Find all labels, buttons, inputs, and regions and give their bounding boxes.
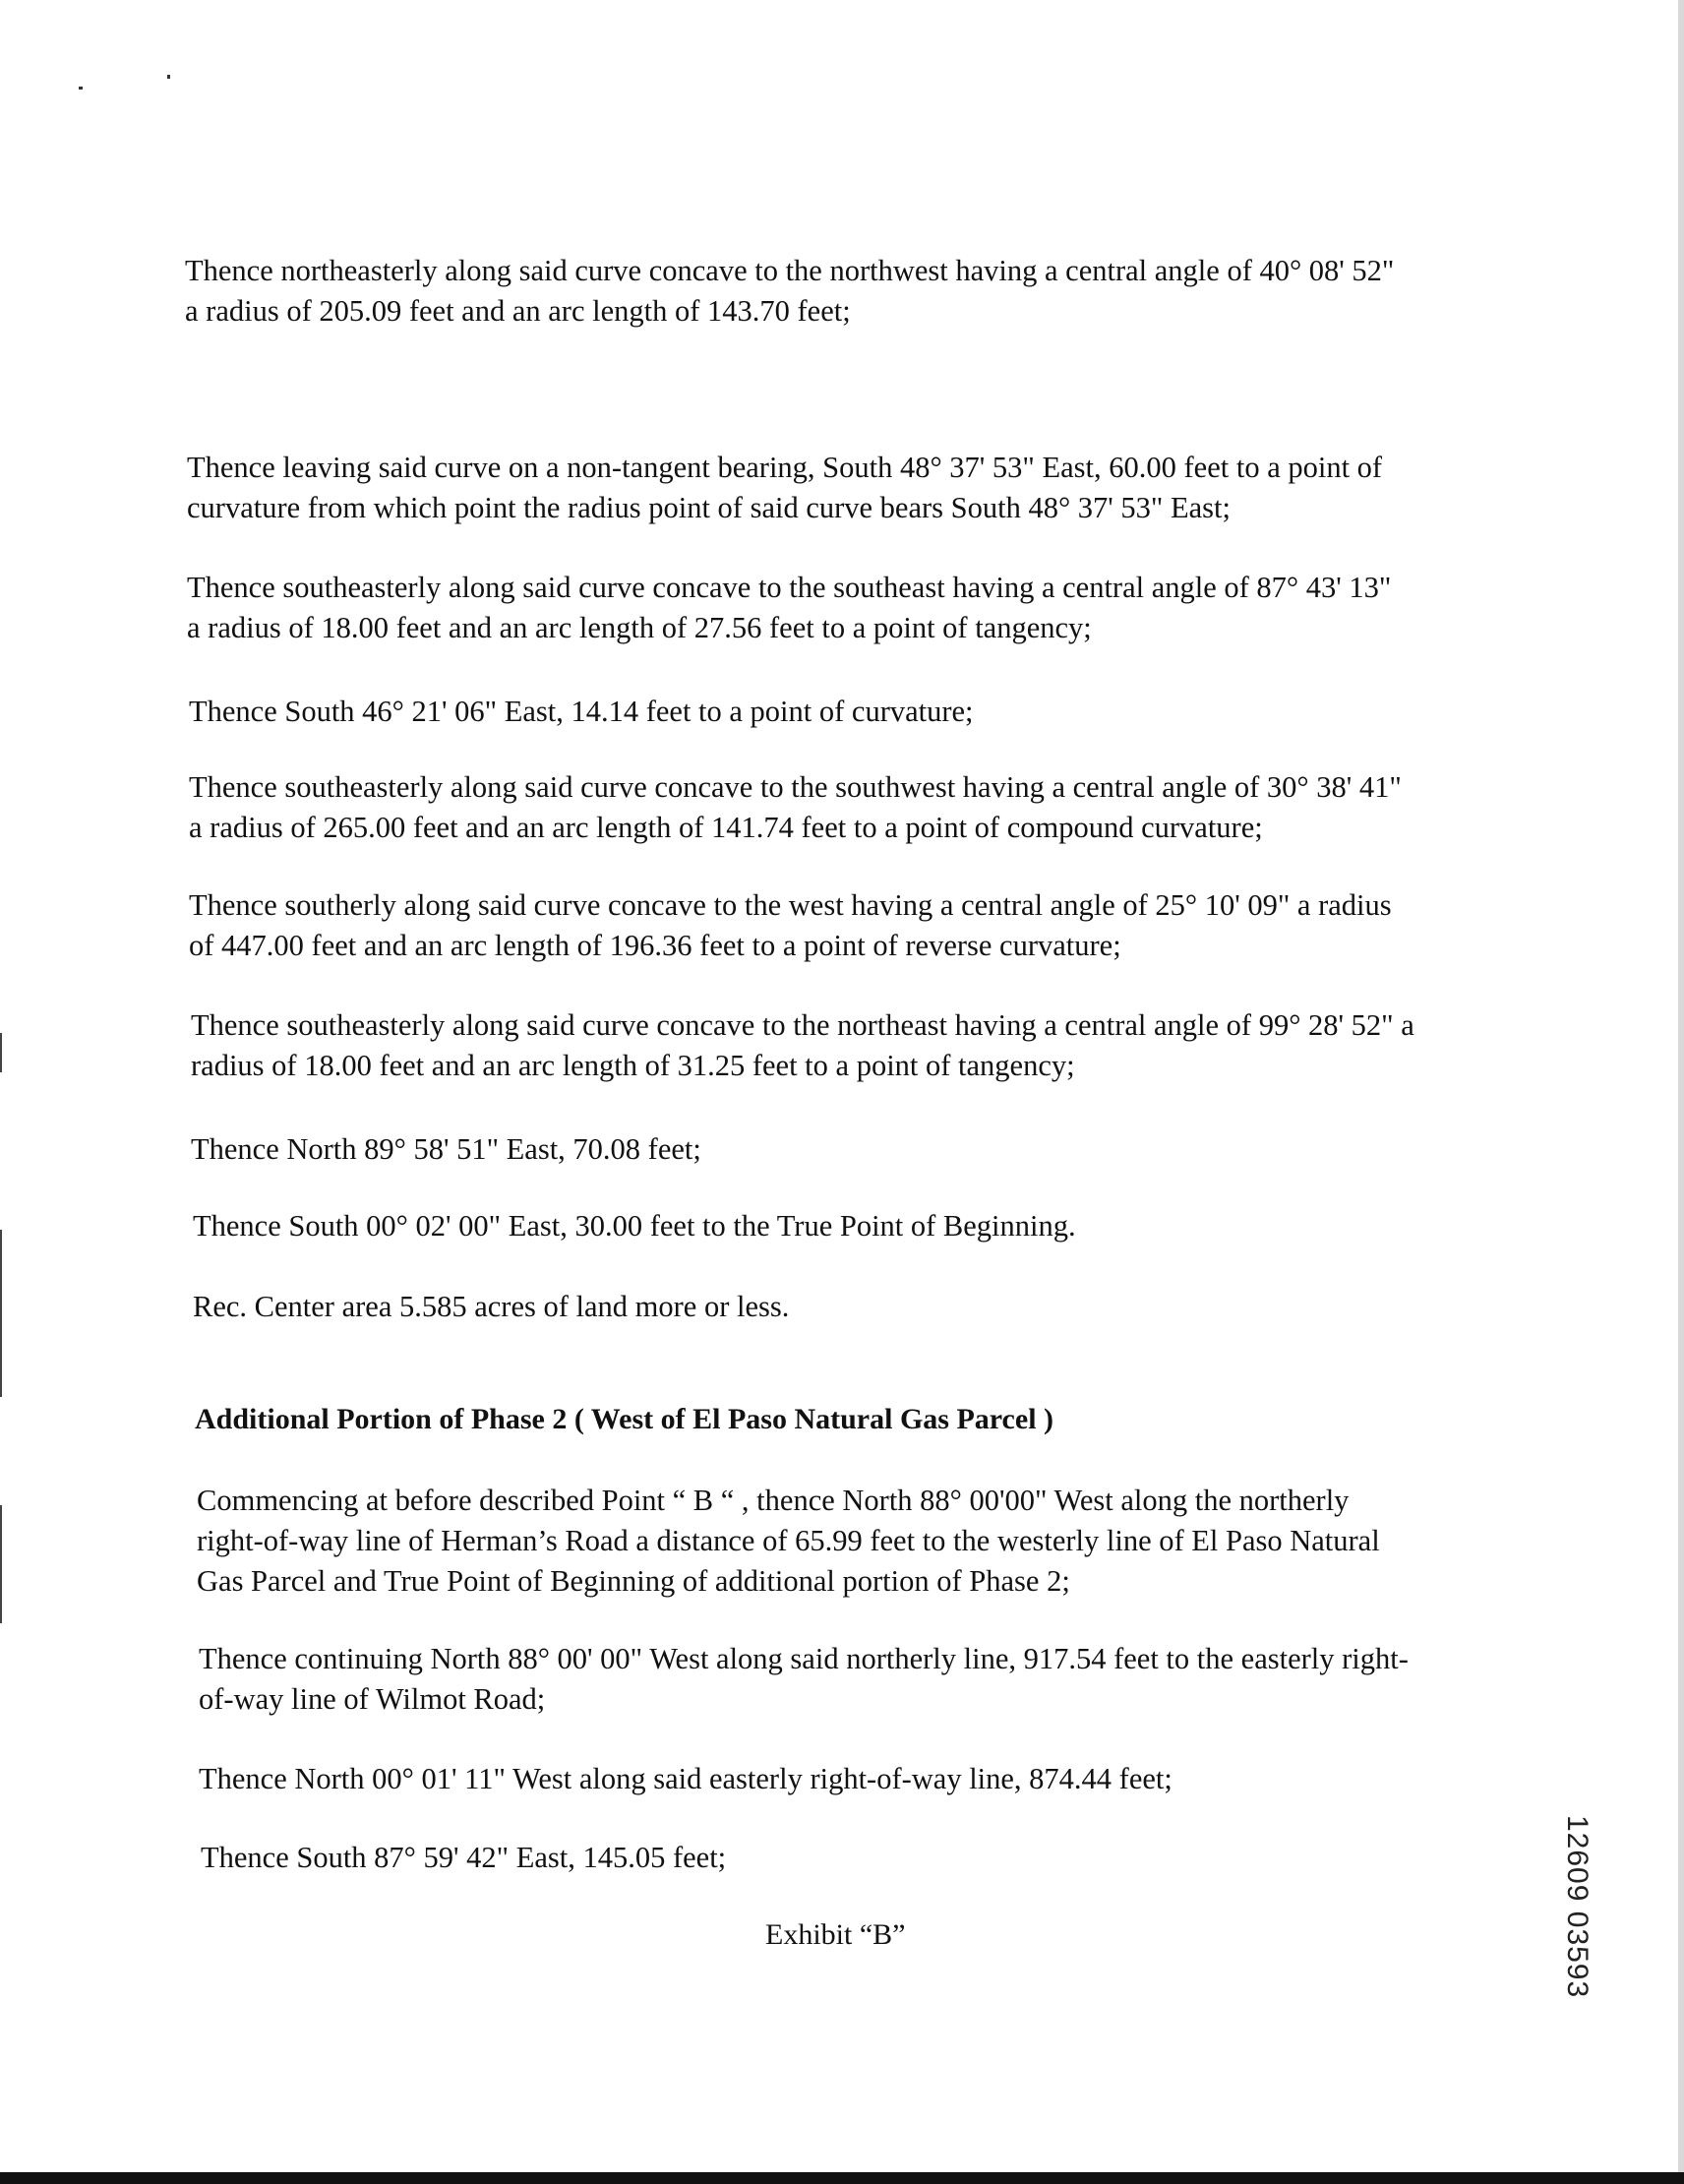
paragraph: [189, 885, 1392, 966]
paragraph-line: Thence northeasterly along said curve concave to the northwest having a central angle of 40° 08' 52": [185, 254, 1395, 287]
paragraph-line: curvature from which point the radius point of said curve bears South 48° 37' 53" East;: [187, 491, 1231, 524]
paragraph: [197, 1481, 1380, 1602]
paragraph: [193, 1206, 1076, 1246]
exhibit-label: Exhibit “B”: [765, 1918, 906, 1951]
section-heading: Additional Portion of Phase 2 ( West of El Paso Natural Gas Parcel ): [195, 1403, 1054, 1435]
paragraph: [187, 448, 1382, 528]
paragraph: [191, 1005, 1414, 1086]
paragraph-line: of 447.00 feet and an arc length of 196.36 feet to a point of reverse curvature;: [189, 929, 1121, 962]
paragraph-line: Thence leaving said curve on a non-tangent bearing, South 48° 37' 53" East, 60.00 feet to a point of: [187, 451, 1383, 484]
paragraph-line: radius of 18.00 feet and an arc length of 31.25 feet to a point of tangency;: [191, 1049, 1075, 1082]
paragraph: [189, 692, 974, 732]
paragraph-line: a radius of 18.00 feet and an arc length of 27.56 feet to a point of tangency;: [187, 611, 1092, 644]
paragraph-line: right-of-way line of Herman’s Road a distance of 65.99 feet to the westerly line of El Paso Natural: [197, 1524, 1380, 1557]
paragraph-line: Gas Parcel and True Point of Beginning of additional portion of Phase 2;: [197, 1564, 1070, 1598]
paragraph-line: Thence southerly along said curve concave to the west having a central angle of 25° 10' 09" a radius: [189, 888, 1392, 922]
paragraph-line: Thence South 00° 02' 00" East, 30.00 feet to the True Point of Beginning.: [193, 1209, 1076, 1243]
paragraph: [199, 1759, 1173, 1799]
paragraph: [193, 1287, 789, 1327]
scan-edge-right: [1678, 0, 1684, 2184]
scan-edge-left: [0, 1033, 2, 1072]
scan-edge-left: [0, 1505, 2, 1623]
scan-edge-bottom: [0, 2172, 1684, 2184]
paragraph-line: Commencing at before described Point “ B “ , thence North 88° 00'00" West along the northerly: [197, 1484, 1350, 1517]
paragraph: [187, 568, 1391, 648]
paragraph-line: a radius of 205.09 feet and an arc length of 143.70 feet;: [185, 294, 851, 328]
paragraph-line: Thence southeasterly along said curve concave to the southwest having a central angle of 30° 38' 41": [189, 770, 1402, 804]
scan-edge-left: [0, 1230, 2, 1397]
paragraph-line: Thence North 00° 01' 11" West along said easterly right-of-way line, 874.44 feet;: [199, 1762, 1173, 1795]
paragraph: [199, 1639, 1409, 1720]
paragraph-line: Thence continuing North 88° 00' 00" West along said northerly line, 917.54 feet to the easterly right-: [199, 1642, 1409, 1675]
paragraph-line: Rec. Center area 5.585 acres of land more or less.: [193, 1290, 790, 1323]
paragraph-line: Thence South 46° 21' 06" East, 14.14 feet to a point of curvature;: [189, 695, 974, 728]
paragraph: [201, 1838, 726, 1878]
paragraph: [185, 251, 1394, 332]
paragraph-line: Thence southeasterly along said curve concave to the northeast having a central angle of 99° 28' 52" a: [191, 1008, 1414, 1042]
paragraph: [191, 1129, 701, 1170]
paragraph-line: Thence South 87° 59' 42" East, 145.05 feet;: [201, 1841, 727, 1874]
paragraph-line: Thence southeasterly along said curve concave to the southeast having a central angle of 87° 43' 13": [187, 571, 1392, 604]
paragraph-line: Thence North 89° 58' 51" East, 70.08 feet;: [191, 1132, 701, 1166]
paragraph-line: of-way line of Wilmot Road;: [199, 1682, 546, 1716]
paragraph-line: a radius of 265.00 feet and an arc length of 141.74 feet to a point of compound curvature;: [189, 811, 1263, 844]
recording-stamp: 12609 03593: [1561, 1815, 1594, 1999]
paragraph: [189, 767, 1402, 848]
scan-speck: [79, 87, 83, 90]
scan-speck: [167, 75, 170, 79]
